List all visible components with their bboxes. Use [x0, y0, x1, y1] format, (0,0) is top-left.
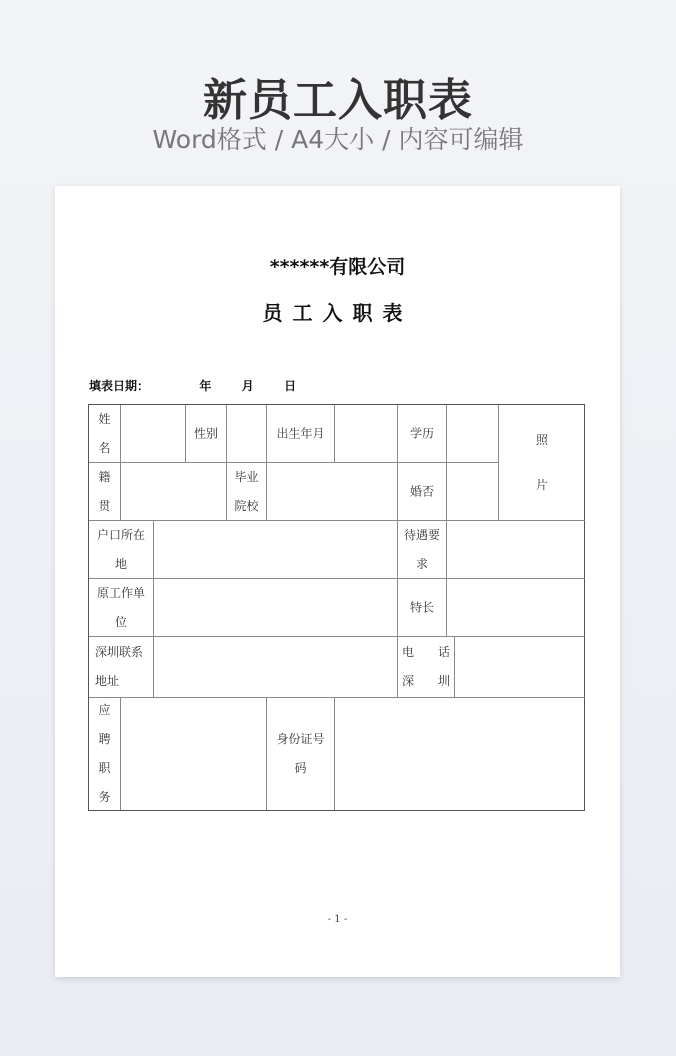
label-salary-req: 待遇要 求 — [398, 521, 447, 579]
form-title: 员工入职表 — [262, 301, 413, 325]
label-school: 毕业 院校 — [227, 463, 267, 521]
fill-date-year: 年 — [199, 379, 212, 393]
label-id-number: 身份证号 码 — [267, 698, 335, 810]
entry-form-table — [88, 404, 585, 811]
input-position[interactable] — [121, 698, 267, 810]
input-id-number[interactable] — [335, 698, 585, 810]
label-specialty: 特长 — [398, 579, 447, 637]
input-hukou[interactable] — [154, 521, 398, 579]
company-name: ******有限公司 — [269, 256, 406, 278]
input-name[interactable] — [121, 405, 186, 463]
page-title: 新员工入职表 — [203, 75, 473, 126]
input-sz-address[interactable] — [154, 637, 398, 698]
label-gender: 性别 — [186, 405, 227, 463]
label-hukou: 户口所在 地 — [89, 521, 154, 579]
input-marital[interactable] — [447, 463, 499, 521]
label-native-place: 籍 贯 — [89, 463, 121, 521]
input-phone[interactable] — [455, 637, 585, 698]
document-page — [55, 186, 620, 977]
input-gender[interactable] — [227, 405, 267, 463]
label-phone: 电 话 深 圳 — [398, 637, 455, 698]
input-salary-req[interactable] — [447, 521, 585, 579]
fill-date — [89, 377, 296, 394]
input-native-place[interactable] — [121, 463, 227, 521]
label-sz-address: 深圳联系 地址 — [89, 637, 154, 698]
fill-date-day: 日 — [284, 379, 297, 393]
label-position: 应 聘 职 务 — [89, 698, 121, 810]
fill-date-label: 填表日期： — [89, 379, 150, 393]
label-prev-employer: 原工作单 位 — [89, 579, 154, 637]
page-subtitle: Word格式 / A4大小 / 内容可编辑 — [152, 125, 524, 154]
input-school[interactable] — [267, 463, 398, 521]
fill-date-month: 月 — [241, 379, 254, 393]
input-specialty[interactable] — [447, 579, 585, 637]
photo-box: 照 片 — [499, 405, 585, 521]
label-education: 学历 — [398, 405, 447, 463]
input-education[interactable] — [447, 405, 499, 463]
page-number: - 1 - — [327, 914, 348, 925]
label-name: 姓 名 — [89, 405, 121, 463]
label-marital: 婚否 — [398, 463, 447, 521]
label-birth: 出生年月 — [267, 405, 335, 463]
input-prev-employer[interactable] — [154, 579, 398, 637]
input-birth[interactable] — [335, 405, 398, 463]
